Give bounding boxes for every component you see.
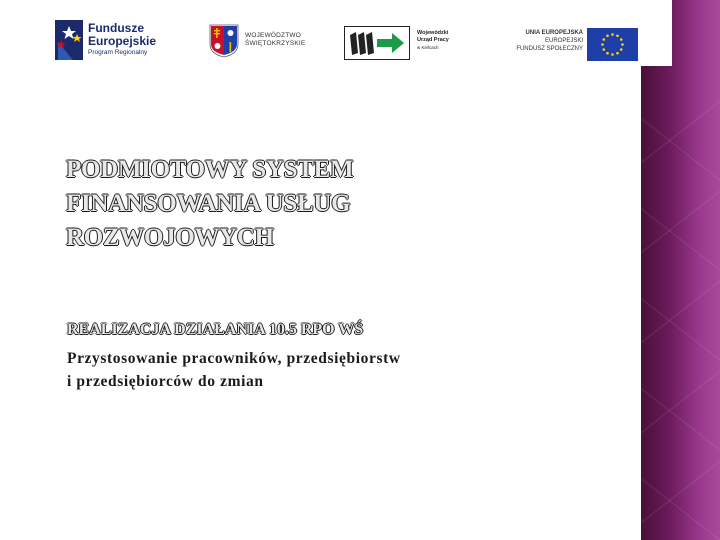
wup-arrow-icon bbox=[345, 27, 408, 58]
title-line: FINANSOWANIA USŁUG bbox=[66, 190, 351, 217]
title-line: ROZWOJOWYCH bbox=[66, 224, 274, 251]
logo-text-line: Fundusze bbox=[88, 21, 144, 35]
fundusze-europejskie-star-icon bbox=[55, 20, 83, 60]
wojewodztwo-text bbox=[245, 32, 305, 48]
logo-text-line: EUROPEJSKI bbox=[544, 38, 583, 44]
wup-kielce-logo bbox=[344, 26, 464, 60]
wup-text bbox=[417, 30, 449, 51]
description-line: Przystosowanie pracowników, przedsiębiorstw bbox=[67, 350, 401, 367]
unia-europejska-logo bbox=[503, 26, 638, 60]
logo-text-line: UNIA EUROPEJSKA bbox=[525, 30, 583, 36]
logo-text-line: FUNDUSZ SPOŁECZNY bbox=[516, 46, 583, 52]
logo-text-line: w Kielcach bbox=[417, 45, 439, 50]
description-line: i przedsiębiorców do zmian bbox=[67, 373, 264, 390]
fundusze-europejskie-logo bbox=[55, 20, 175, 64]
decorative-side-band bbox=[641, 0, 720, 540]
wojewodztwo-swietokrzyskie-logo bbox=[209, 24, 319, 60]
eu-stars-icon bbox=[587, 28, 638, 61]
logo-text-line: Wojewódzki bbox=[417, 30, 449, 36]
logo-text-line: ŚWIĘTOKRZYSKIE bbox=[245, 40, 306, 47]
crest-icon bbox=[209, 24, 239, 58]
wup-logo-box bbox=[344, 26, 410, 60]
logo-text-line: WOJEWÓDZTWO bbox=[245, 32, 301, 39]
title-line: PODMIOTOWY SYSTEM bbox=[66, 156, 354, 183]
slide-subtitle: REALIZACJA DZIAŁANIA 10.5 RPO WŚ bbox=[67, 321, 364, 338]
eu-flag-icon bbox=[587, 28, 638, 61]
slide-title bbox=[66, 153, 486, 255]
logo-bar bbox=[0, 0, 672, 66]
ue-text bbox=[503, 29, 583, 53]
fundusze-europejskie-text bbox=[88, 22, 156, 58]
logo-text-line: Program Regionalny bbox=[88, 49, 148, 56]
slide-description bbox=[67, 347, 497, 393]
logo-text-line: Europejskie bbox=[88, 34, 157, 48]
logo-text-line: Urząd Pracy bbox=[417, 37, 449, 43]
